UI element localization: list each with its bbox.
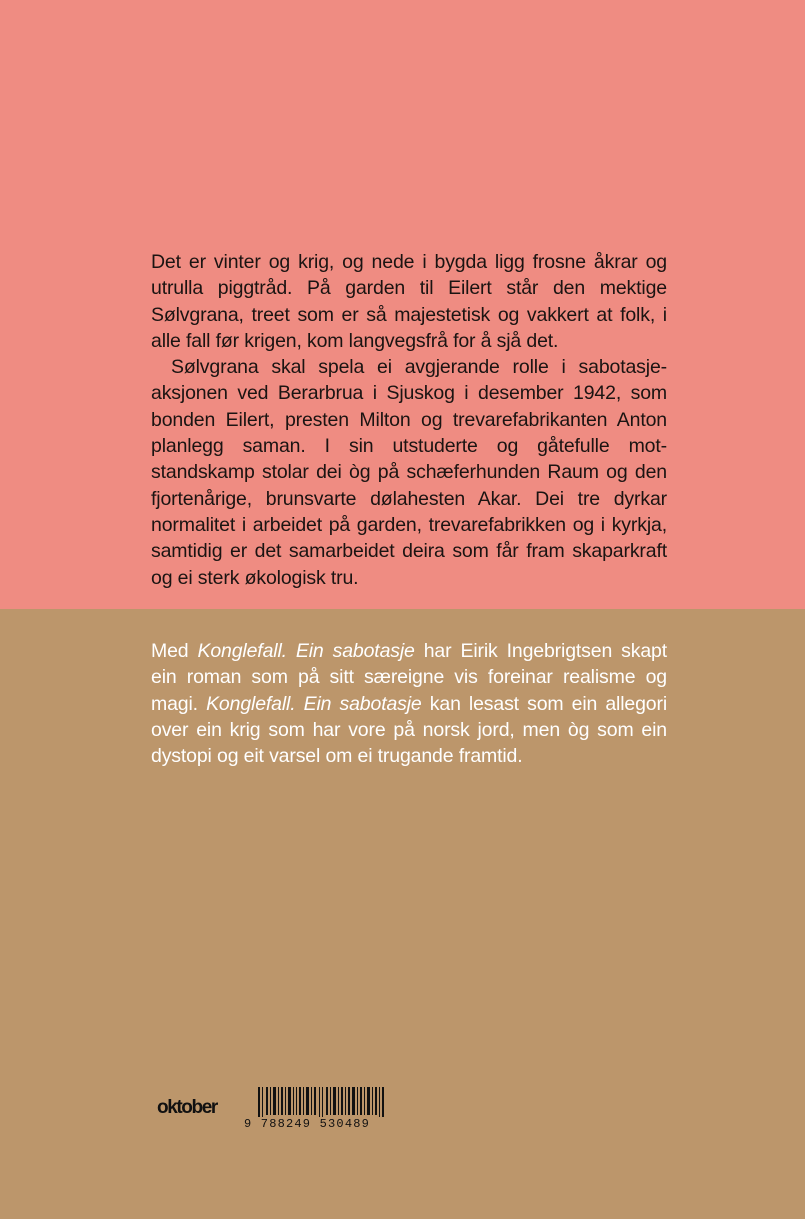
publisher-logo: oktober: [157, 1097, 217, 1118]
isbn-digits: 9 788249 530489: [243, 1117, 404, 1131]
review-text: [151, 638, 667, 769]
review-text-part-3: kan lesast som ein allegori over ein krig som har vore på norsk jord, men òg som ein dystopi og eit varsel om ei trugande framtid.: [151, 692, 668, 768]
blurb-paragraph-2: Sølvgrana skal spela ei avgjerande rolle i sabotasje-aksjonen ved Berarbrua i Sjuskog i desember 1942, som bonden Eilert, presten Milton og trevarefabrikanten Anton planlegg saman. I sin utstuderte og gåtefulle mot-standskamp stolar dei òg på schæferhunden Raum og den fjortenårige, brunsvarte dølahesten Akar. Dei tre dyrkar normalitet i arbeidet på garden, trevarefabrikken og i kyrkja, samtidig er det samarbeidet deira som får fram skaparkraft og ei sterk økologisk tru.: [151, 356, 667, 589]
isbn-barcode: [243, 1087, 403, 1133]
book-title-italic: Konglefall. Ein sabotasje: [197, 640, 415, 662]
barcode-bars-icon: [243, 1087, 403, 1121]
top-color-panel: [0, 0, 805, 609]
blurb-text: [151, 249, 667, 591]
book-title-italic: Konglefall. Ein sabotasje: [206, 692, 422, 715]
blurb-paragraph-1: Det er vinter og krig, og nede i bygda ligg frosne åkrar og utrulla piggtråd. På garden til Eilert står den mektige Sølvgrana, treet som er så majestetisk og vakkert at folk, i alle fall før krigen, kom langvegsfrå for å sjå det.: [151, 251, 667, 352]
review-text-part-1: Med: [151, 640, 198, 662]
review-text-part-2: har Eirik Ingebrigtsen skapt ein roman som på sitt særeigne vis foreinar realisme og magi.: [151, 640, 667, 715]
